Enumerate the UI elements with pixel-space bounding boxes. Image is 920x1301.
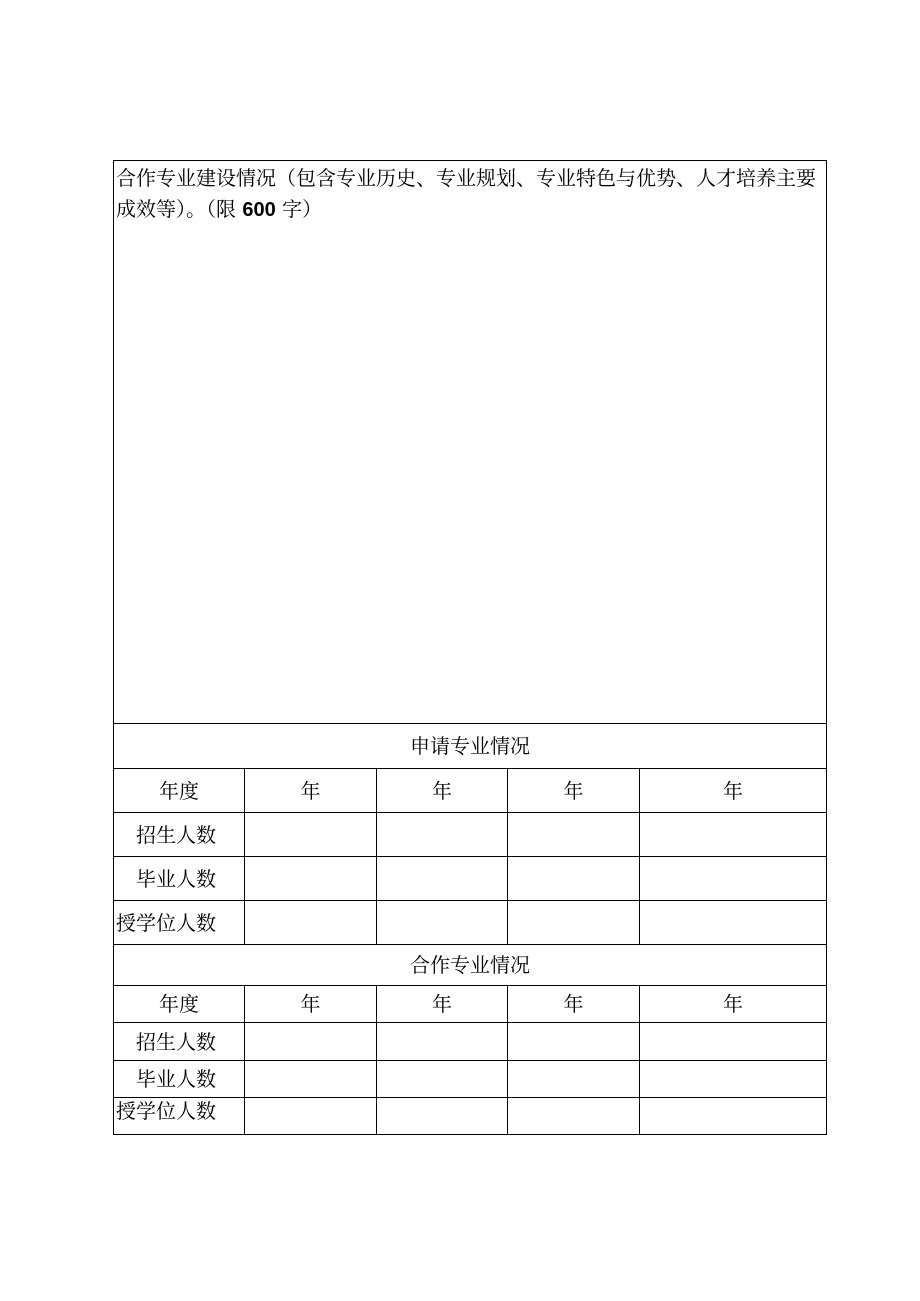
applying-section-title-row (114, 724, 827, 769)
applying-year-cell[interactable]: 年 (640, 769, 827, 813)
applying-enrollment-row (114, 813, 827, 857)
applying-row-label: 招生人数 (114, 813, 245, 857)
applying-data-cell[interactable] (377, 901, 508, 945)
applying-row-label: 毕业人数 (114, 857, 245, 901)
applying-year-header-row (114, 769, 827, 813)
cooperating-enrollment-row (114, 1023, 827, 1061)
applying-data-cell[interactable] (640, 901, 827, 945)
cooperating-data-cell[interactable] (245, 1023, 377, 1061)
applying-section-title: 申请专业情况 (114, 724, 827, 769)
description-prompt-end: 字） (275, 197, 323, 221)
applying-degrees-row (114, 901, 827, 945)
cooperating-year-cell[interactable]: 年 (245, 986, 377, 1023)
applying-data-cell[interactable] (377, 813, 508, 857)
applying-row-label: 授学位人数 (114, 901, 245, 945)
word-limit-number: 600 (242, 199, 276, 221)
cooperating-row-label: 授学位人数 (114, 1098, 245, 1135)
cooperating-data-cell[interactable] (640, 1098, 827, 1135)
applying-data-cell[interactable] (508, 857, 640, 901)
cooperating-data-cell[interactable] (245, 1061, 377, 1098)
cooperating-data-cell[interactable] (377, 1098, 508, 1135)
applying-year-cell[interactable]: 年 (377, 769, 508, 813)
cooperating-data-cell[interactable] (377, 1061, 508, 1098)
cooperating-row-label: 毕业人数 (114, 1061, 245, 1098)
applying-data-cell[interactable] (245, 901, 377, 945)
applying-data-cell[interactable] (245, 857, 377, 901)
cooperating-data-cell[interactable] (640, 1061, 827, 1098)
applying-graduates-row (114, 857, 827, 901)
cooperating-degrees-row (114, 1098, 827, 1135)
cooperating-data-cell[interactable] (508, 1061, 640, 1098)
applying-data-cell[interactable] (640, 857, 827, 901)
applying-data-cell[interactable] (377, 857, 508, 901)
cooperating-data-cell[interactable] (377, 1023, 508, 1061)
cooperating-data-cell[interactable] (640, 1023, 827, 1061)
description-prompt: 合作专业建设情况（包含专业历史、专业规划、专业特色与优势、人才培养主要成效等）。（限 (116, 166, 816, 221)
cooperating-year-header-row (114, 986, 827, 1023)
applying-year-cell[interactable]: 年 (245, 769, 377, 813)
cooperating-graduates-row (114, 1061, 827, 1098)
applying-data-cell[interactable] (508, 901, 640, 945)
cooperating-year-cell[interactable]: 年 (640, 986, 827, 1023)
cooperating-data-cell[interactable] (508, 1098, 640, 1135)
cooperating-year-cell[interactable]: 年 (377, 986, 508, 1023)
applying-year-cell[interactable]: 年 (508, 769, 640, 813)
cooperating-year-header-label: 年度 (114, 986, 245, 1023)
cooperating-section-title: 合作专业情况 (114, 945, 827, 986)
cooperating-year-cell[interactable]: 年 (508, 986, 640, 1023)
cooperating-row-label: 招生人数 (114, 1023, 245, 1061)
description-row (114, 161, 827, 724)
description-field[interactable] (114, 161, 827, 724)
application-form-table (113, 160, 827, 1135)
cooperating-data-cell[interactable] (508, 1023, 640, 1061)
cooperating-section-title-row (114, 945, 827, 986)
applying-data-cell[interactable] (508, 813, 640, 857)
applying-year-header-label: 年度 (114, 769, 245, 813)
applying-data-cell[interactable] (640, 813, 827, 857)
cooperating-data-cell[interactable] (245, 1098, 377, 1135)
applying-data-cell[interactable] (245, 813, 377, 857)
